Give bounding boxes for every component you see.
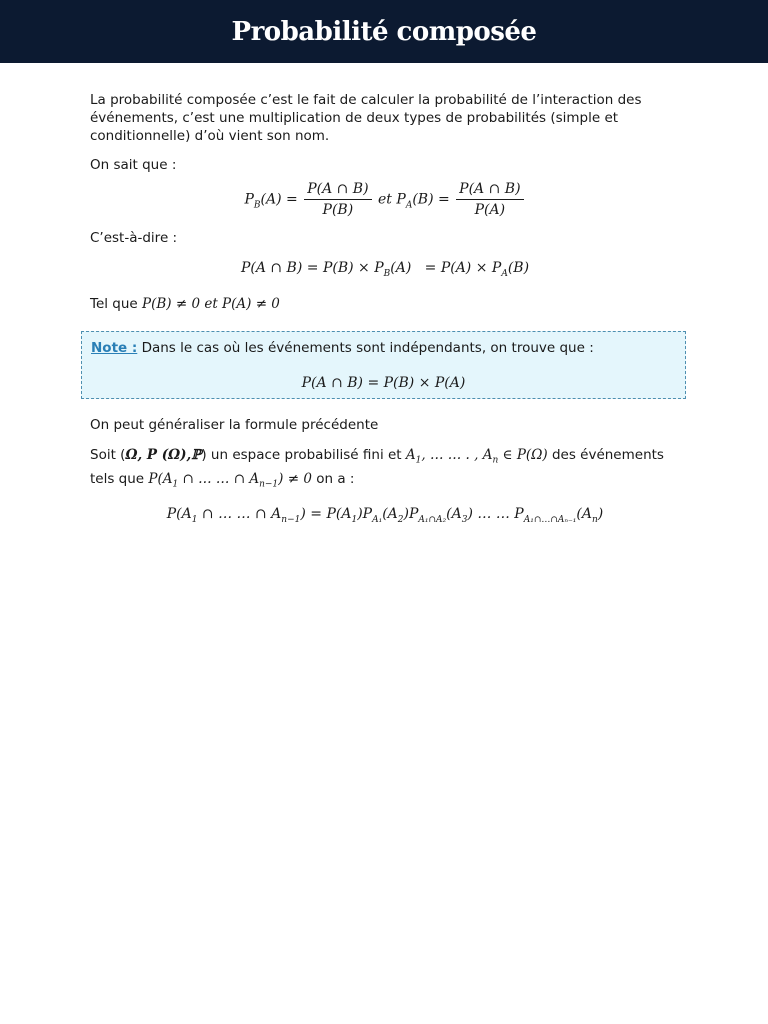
f3-d: )P	[357, 506, 373, 523]
f3-sub-d: A₁	[372, 515, 383, 526]
fraction-2	[456, 180, 523, 219]
f3-sub-e: 2	[397, 515, 404, 526]
tel-que-condition: P(B) ≠ 0 et P(A) ≠ 0	[142, 295, 280, 312]
cest-a-dire: C’est-à-dire :	[90, 230, 178, 246]
main-content	[90, 91, 680, 313]
on-sait-que: On sait que :	[90, 157, 177, 173]
f3-h: ) … … P	[467, 506, 524, 523]
note-formula: P(A ∩ B) = P(B) × P(A)	[301, 375, 466, 391]
fraction-1	[304, 180, 371, 219]
formula1-p: P	[244, 191, 254, 208]
note-text: Dans le cas où les événements sont indépendants, on trouve que :	[137, 340, 594, 356]
formula2-part1: P(A ∩ B) = P(B) × P	[240, 260, 384, 276]
f3-sub-h: A₁∩…∩Aₙ₋₁	[523, 515, 577, 526]
f3-sub-c: 1	[351, 515, 358, 526]
note-line	[91, 340, 594, 356]
formula1-sub-a: A	[405, 200, 413, 211]
f3-a: P(A	[166, 506, 192, 523]
events-a: A	[405, 447, 416, 463]
cond-sub1: 1	[172, 479, 179, 490]
f3-g: (A	[446, 506, 462, 523]
f3-sub-i: n	[592, 515, 598, 526]
formula2-sub2: A	[501, 268, 508, 279]
note-box	[81, 331, 686, 399]
formula2-part2: (A) = P(A) × P	[390, 260, 502, 276]
f3-j: )	[597, 506, 604, 523]
formula1-arg2: (B) =	[412, 191, 450, 208]
cond-subn1: n−1	[259, 479, 279, 490]
f3-sub-a: 1	[191, 515, 198, 526]
soit-tail: des événements tels que	[90, 447, 664, 487]
f3-i: (A	[576, 506, 592, 523]
f3-e: (A	[382, 506, 398, 523]
f3-f: )P	[403, 506, 419, 523]
formula-product	[90, 259, 680, 283]
on-a: on a :	[311, 470, 355, 487]
title-bar	[0, 0, 768, 63]
f3-c: ) = P(A	[300, 506, 352, 523]
intro-paragraph: La probabilité composée c’est le fait de calculer la probabilité de l’interaction des événements, c’est une multiplication de deux types de probabilités (simple et conditionnelle) d’où vient son nom.	[90, 92, 642, 144]
soit-paragraph	[90, 446, 680, 493]
fraction-2-numerator: P(A ∩ B)	[456, 180, 523, 200]
f3-sub-f: A₁∩A₂	[418, 515, 447, 526]
f3-sub-g: 3	[461, 515, 468, 526]
probability-space: Ω, P (Ω),ℙ	[125, 447, 202, 463]
formula2-part3: (B)	[507, 260, 530, 276]
formula1-arg: (A)	[260, 191, 282, 208]
soit-mid: ) un espace probabilisé fini et	[201, 447, 406, 463]
generalisation-intro: On peut généraliser la formule précédente	[90, 417, 379, 433]
cond-mid: ∩ … … ∩ A	[178, 470, 260, 487]
tel-que-line	[90, 295, 680, 313]
generalisation-section	[90, 416, 680, 529]
fraction-1-denominator: P(B)	[322, 202, 354, 218]
events-a-sub1: 1	[415, 455, 422, 466]
page-title: Probabilité composée	[231, 16, 537, 47]
formula1-p2: P	[396, 191, 406, 208]
cond-pre: P(A	[148, 470, 173, 487]
events-rest: , … … . , A	[421, 447, 493, 463]
soit-prefix: Soit (	[90, 447, 126, 463]
cond-post: ) ≠ 0	[278, 470, 312, 487]
f3-b: ∩ … … ∩ A	[197, 506, 282, 523]
fraction-2-denominator: P(A)	[474, 202, 506, 218]
fraction-1-numerator: P(A ∩ B)	[304, 180, 371, 200]
formula-conditional	[90, 180, 680, 219]
formula1-sub-b: B	[253, 200, 261, 211]
formula1-eq: =	[286, 191, 298, 208]
f3-sub-b: n−1	[281, 515, 301, 526]
events-n-sub: n	[492, 455, 499, 466]
formula1-joiner: et	[378, 191, 392, 208]
tel-que-prefix: Tel que	[90, 295, 143, 312]
formula2-sub1: B	[383, 268, 391, 279]
events-in: ∈ P(Ω)	[498, 447, 548, 463]
note-label: Note :	[91, 340, 138, 356]
formula-general	[90, 505, 680, 529]
